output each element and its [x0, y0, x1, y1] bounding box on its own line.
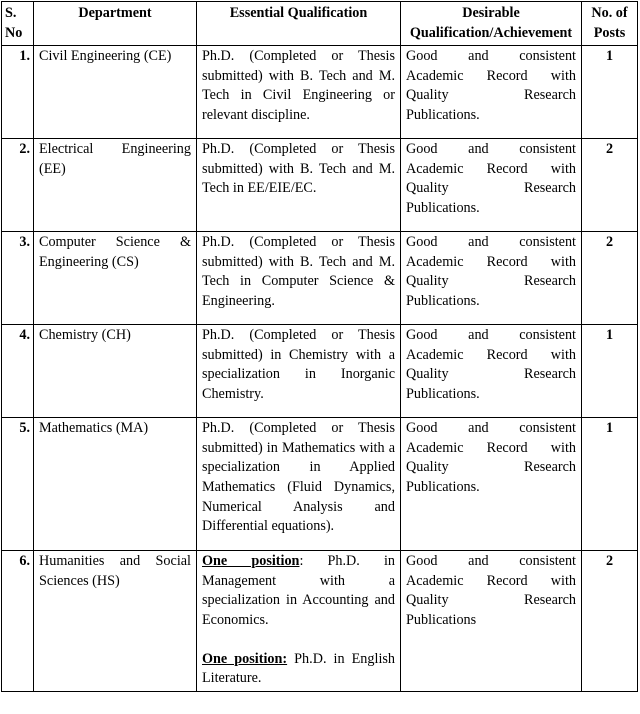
row-sno: 6.: [2, 551, 34, 692]
position-text: Ph.D. in English Literature.: [202, 650, 395, 687]
row-sno: 5.: [2, 418, 34, 551]
table-row: [2, 418, 638, 551]
row-desirable-qualification: Good and consistent Academic Record with Quality Research Publications: [401, 551, 582, 692]
header-desirable-qualification: Desirable Qualification/Achievement: [401, 2, 582, 46]
row-desirable-qualification: Good and consistent Academic Record with Quality Research Publications.: [401, 232, 582, 325]
row-essential-qualification: Ph.D. (Completed or Thesis submitted) with B. Tech and M. Tech in Civil Engineering or relevant discipline.: [197, 46, 401, 139]
row-sno: 3.: [2, 232, 34, 325]
position-label: One position:: [202, 650, 288, 667]
table-row: [2, 46, 638, 139]
row-essential-qualification: Ph.D. (Completed or Thesis submitted) with B. Tech and M. Tech in EE/EIE/EC.: [197, 139, 401, 232]
header-essential-qualification: Essential Qualification: [197, 2, 401, 46]
row-desirable-qualification: Good and consistent Academic Record with Quality Research Publications.: [401, 46, 582, 139]
row-essential-qualification: Ph.D. (Completed or Thesis submitted) with B. Tech and M. Tech in Computer Science & Engineering.: [197, 232, 401, 325]
row-department: Civil Engineering (CE): [34, 46, 197, 139]
row-posts: 1: [582, 325, 638, 418]
row-department: Mathematics (MA): [34, 418, 197, 551]
row-essential-qualification: Ph.D. (Completed or Thesis submitted) in Chemistry with a specialization in Inorganic Chemistry.: [197, 325, 401, 418]
row-sno: 4.: [2, 325, 34, 418]
header-sno: S. No: [2, 2, 34, 46]
table-row: [2, 139, 638, 232]
row-posts: 1: [582, 418, 638, 551]
recruitment-table: [1, 1, 638, 692]
row-desirable-qualification: Good and consistent Academic Record with Quality Research Publications.: [401, 418, 582, 551]
header-row: [2, 2, 638, 46]
position-entry: [202, 650, 395, 689]
position-entry: [202, 552, 395, 630]
header-posts: No. of Posts: [582, 2, 638, 46]
row-posts: 2: [582, 232, 638, 325]
table-row: [2, 551, 638, 692]
position-text: : Ph.D. in Management with a specialization in Accounting and Economics.: [202, 553, 395, 628]
row-desirable-qualification: Good and consistent Academic Record with Quality Research Publications.: [401, 325, 582, 418]
row-department: Electrical Engineering (EE): [34, 139, 197, 232]
row-desirable-qualification: Good and consistent Academic Record with Quality Research Publications.: [401, 139, 582, 232]
row-department: Computer Science & Engineering (CS): [34, 232, 197, 325]
row-sno: 2.: [2, 139, 34, 232]
row-posts: 1: [582, 46, 638, 139]
row-department: Chemistry (CH): [34, 325, 197, 418]
table-row: [2, 232, 638, 325]
row-sno: 1.: [2, 46, 34, 139]
row-essential-qualification: Ph.D. (Completed or Thesis submitted) in Mathematics with a specialization in Applied Mathematics (Fluid Dynamics, Numerical Analysis and Differential equations).: [197, 418, 401, 551]
row-essential-qualification: [197, 551, 401, 692]
row-posts: 2: [582, 139, 638, 232]
row-posts: 2: [582, 551, 638, 692]
position-label: One position: [202, 553, 300, 570]
table-row: [2, 325, 638, 418]
header-department: Department: [34, 2, 197, 46]
row-department: Humanities and Social Sciences (HS): [34, 551, 197, 692]
